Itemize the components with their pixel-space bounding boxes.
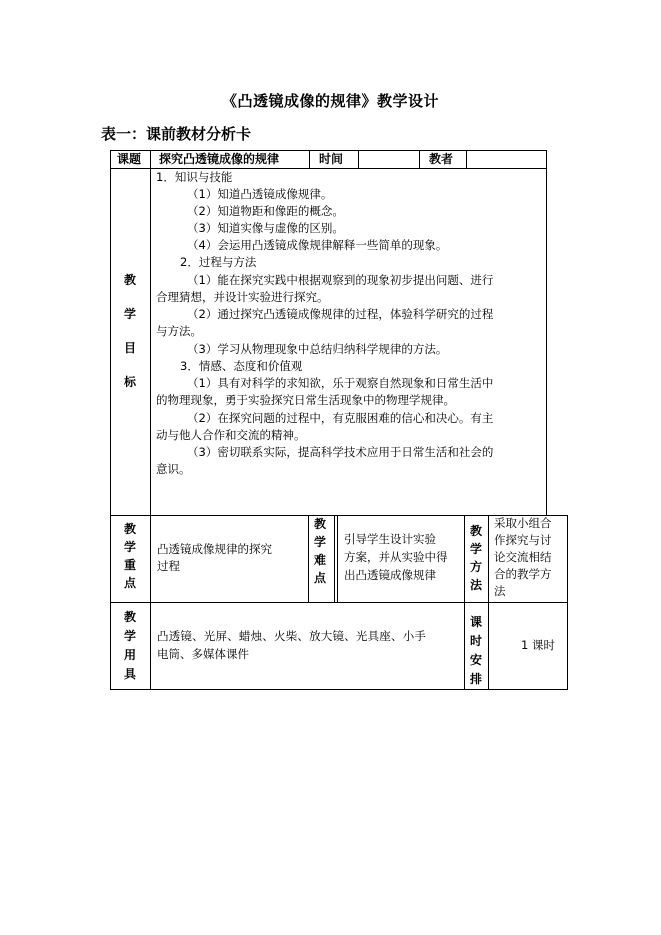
- schedule-value: 1 课时: [521, 638, 555, 652]
- table-subtitle: 表一：课前教材分析卡: [101, 125, 252, 143]
- objective-line: 与方法。: [156, 324, 202, 338]
- objective-line: （4）会运用凸透镜成像规律解释一些简单的现象。: [187, 238, 448, 252]
- time-label: 时间: [319, 152, 344, 166]
- objective-line: 动与他人合作和交流的精神。: [156, 428, 306, 442]
- objective-line: （2）在探究问题的过程中，有克服困难的信心和决心。有主: [187, 411, 494, 425]
- topic-value: 探究凸透镜成像的规律: [159, 152, 280, 166]
- teacher-label: 教者: [429, 152, 454, 166]
- objectives-label: 教 学 目 标: [123, 273, 136, 389]
- objective-line: 3．情感、态度和价值观: [180, 359, 303, 373]
- objective-line: （1）具有对科学的求知欲，乐于观察自然现象和日常生活中: [187, 376, 494, 390]
- objective-line: （3）密切联系实际，提高科学技术应用于日常生活和社会的: [187, 445, 494, 459]
- objective-line: 合理猜想，并设计实验进行探究。: [156, 290, 329, 304]
- objective-line: （2）知道物距和像距的概念。: [187, 204, 344, 218]
- tools-label: 教 学 用 具: [123, 610, 136, 681]
- objective-line: （3）知道实像与虚像的区别。: [187, 221, 344, 235]
- key-point-label: 教 学 重 点: [123, 522, 136, 590]
- objective-line: 的物理现象，勇于实验探究日常生活现象中的物理学规律。: [156, 393, 455, 407]
- objective-line: （1）能在探究实践中根据观察到的现象初步提出问题、进行: [187, 273, 494, 287]
- objective-line: 1．知识与技能: [156, 170, 233, 184]
- objective-line: （1）知道凸透镜成像规律。: [187, 187, 333, 201]
- difficulty-label: 教 学 难 点: [313, 517, 326, 585]
- objective-line: （3）学习从物理现象中总结归纳科学规律的方法。: [187, 342, 448, 356]
- objective-line: （2）通过探究凸透镜成像规律的过程，体验科学研究的过程: [187, 307, 494, 321]
- objective-line: 2．过程与方法: [180, 255, 257, 269]
- document-title: 《凸透镜成像的规律》教学设计: [221, 92, 439, 110]
- topic-label: 课题: [117, 152, 142, 166]
- objective-line: 意识。: [156, 462, 191, 476]
- schedule-label: 课 时 安 排: [469, 615, 482, 686]
- method-label: 教 学 方 法: [469, 524, 482, 592]
